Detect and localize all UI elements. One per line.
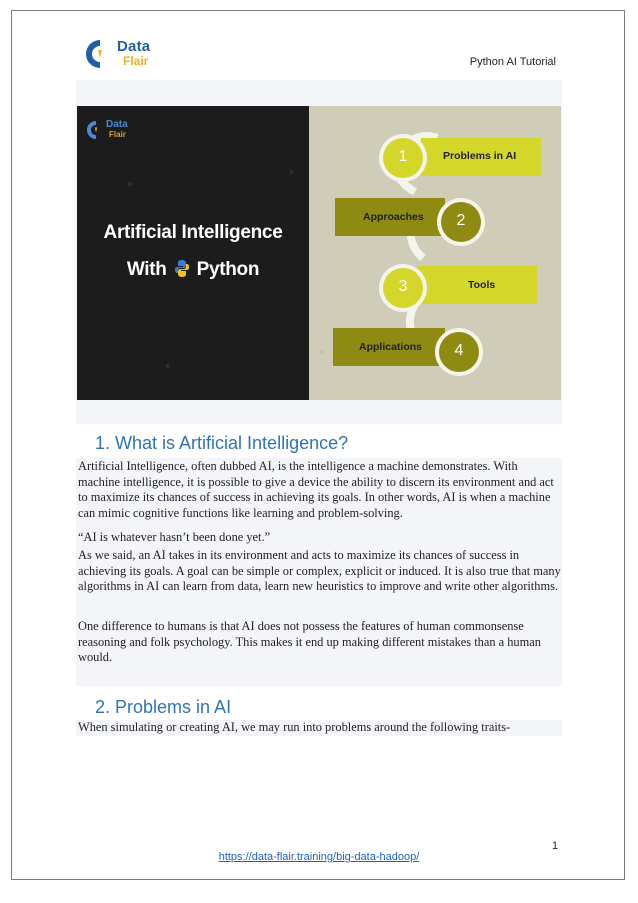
hero-title-python: Python	[196, 259, 260, 280]
hero-logo-word-data: Data	[106, 119, 128, 130]
dataflair-logo	[86, 36, 166, 72]
header-title: Python AI Tutorial	[469, 56, 556, 68]
step-4-label: Applications	[359, 341, 423, 353]
logo-word-flair: Flair	[123, 54, 149, 68]
step-2-label: Approaches	[363, 211, 424, 223]
section-1-paragraph: As we said, an AI takes in its environment and acts to maximize its chances of success in achieving its goals. A goal can be simple or complex, explicit or induced. It is also true that many algorithms in AI can learn from data, learn new heuristics to improve and write other algorithms.	[78, 548, 561, 594]
step-1-label: Problems in AI	[443, 150, 517, 162]
step-4-number: 4	[454, 342, 464, 359]
footer-link[interactable]: https://data-flair.training/big-data-hadoop/	[218, 851, 420, 863]
section-1-paragraph: One difference to humans is that AI does not possess the features of human commonsense reasoning and folk psychology. This makes it end up making different mistakes than a human would.	[78, 619, 541, 665]
page-number: 1	[552, 840, 559, 852]
logo-word-data: Data	[117, 38, 151, 55]
step-3-label: Tools	[468, 279, 496, 291]
step-2-number: 2	[456, 212, 466, 229]
section-1-paragraph: Artificial Intelligence, often dubbed AI, is the intelligence a machine demonstrates. With machine intelligence, it is possible to give a device the ability to discern its environment and act to maximize its chances of success in achieving its goals. In other words, AI is when a machine can mimic cognitive functions like learning and problem-solving.	[78, 459, 554, 520]
hero-logo-word-flair: Flair	[109, 130, 126, 139]
section-1-quote: “AI is whatever hasn’t been done yet.”	[78, 530, 271, 544]
dataflair-logo-mark-icon	[86, 38, 114, 70]
section-1-heading: 1. What is Artificial Intelligence?	[95, 433, 349, 453]
watermark-icon: ◆	[165, 363, 171, 370]
hero-title-line-1: Artificial Intelligence	[103, 222, 283, 243]
hero-title-with: With	[126, 259, 167, 280]
watermark-icon: ◆	[319, 349, 325, 356]
hero-image	[77, 106, 561, 400]
watermark-icon: ◆	[289, 169, 295, 176]
watermark-icon: ◆	[127, 181, 133, 188]
section-2-paragraph: When simulating or creating AI, we may run into problems around the following traits-	[78, 720, 511, 734]
step-1-number: 1	[398, 148, 408, 165]
section-2-heading: 2. Problems in AI	[95, 697, 232, 717]
step-3-number: 3	[398, 278, 408, 295]
